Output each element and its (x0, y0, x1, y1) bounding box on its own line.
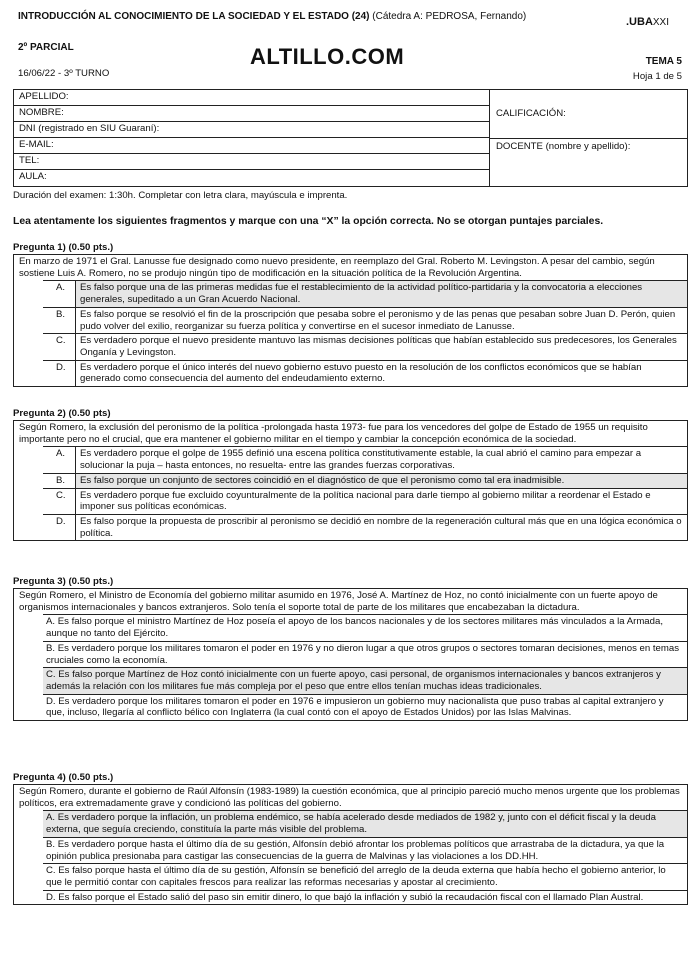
field-tel[interactable]: TEL: (14, 154, 489, 170)
field-apellido[interactable]: APELLIDO: (14, 90, 489, 106)
field-email[interactable]: E-MAIL: (14, 138, 489, 154)
option-letter: B. (43, 474, 76, 488)
question-2-option-a[interactable] (43, 447, 687, 473)
option-text: Es falso porque un conjunto de sectores coincidió en el diagnóstico de que el peronismo como tal era inadmisible. (76, 474, 687, 488)
question-1-options (43, 280, 687, 386)
question-4-option-b[interactable] (43, 838, 687, 864)
option-text: B. Es verdadero porque los militares tomaron el poder en 1976 y no dieron lugar a que otros grupos o sectores tomaran decisiones, menos en temas cruciales como la economía. (46, 642, 680, 666)
brand-watermark: ALTILLO.COM (250, 44, 405, 69)
field-docente[interactable]: DOCENTE (nombre y apellido): (496, 141, 631, 152)
option-text: Es falso porque se resolvió el fin de la proscripción que pesaba sobre el peronismo y de las penas que pesaban sobre Juan D. Perón, quien pudo volver del exilio, reorganizar su fuerza política y convertirse en el sucesor inmediato de Lanusse. (80, 308, 676, 332)
duration-note: Duración del examen: 1:30h. Completar con letra clara, mayúscula e imprenta. (13, 190, 348, 201)
option-text: Es falso porque la propuesta de proscribir al peronismo se decidió en nombre de la regeneración cultural más que en una lógica económica o política. (80, 515, 682, 539)
option-text: C. Es falso porque Martínez de Hoz contó inicialmente con un fuerte apoyo, casi personal, de organismos internacionales y bancos extranjeros y además la relación con los militares fue más compleja por el peso que entre ellos tenían muchas ideas tradicionales. (43, 668, 687, 693)
question-2 (13, 420, 688, 541)
question-3-option-a[interactable] (43, 615, 687, 641)
option-letter: D. (43, 515, 76, 540)
field-nombre[interactable]: NOMBRE: (14, 106, 489, 122)
option-letter: A. (43, 447, 76, 472)
question-1-option-c[interactable] (43, 334, 687, 360)
option-letter: C. (43, 489, 76, 514)
question-2-option-c[interactable] (43, 489, 687, 515)
question-4 (13, 784, 688, 905)
option-letter: A. (43, 281, 76, 306)
exam-title-rest: (Cátedra A: PEDROSA, Fernando) (369, 11, 527, 22)
option-text: Es verdadero porque el golpe de 1955 definió una escena política constitutivamente estable, la cual abrió el camino para empezar a solucionar la puja – hasta entonces, no resuelta- entre las grandes fuerzas corporativas. (80, 448, 642, 472)
question-3-option-c[interactable] (43, 668, 687, 694)
question-4-option-c[interactable] (43, 864, 687, 890)
field-dni[interactable]: DNI (registrado en SIU Guaraní): (14, 122, 489, 138)
question-2-stem: Según Romero, la exclusión del peronismo de la política -prolongada hasta 1973- fue para los vencedores del golpe de Estado de 1955 un requisito importante pero no el crucial, que era mantener el gobierno militar en el tiempo y cambiar la concepción económica de la sociedad. (19, 422, 648, 445)
instructions: Lea atentamente los siguientes fragmentos y marque con una “X” la opción correcta. No se otorgan puntajes parciales. (13, 216, 604, 227)
exam-title-bold: INTRODUCCIÓN AL CONOCIMIENTO DE LA SOCIEDAD Y EL ESTADO (24) (18, 11, 370, 22)
exam-title (18, 10, 578, 23)
option-text: Es verdadero porque fue excluido coyunturalmente de la política nacional para darle tiempo al gobierno militar a reordenar el Estado e imponer sus políticas económicas. (80, 489, 651, 513)
question-2-options (43, 446, 687, 540)
question-2-option-b[interactable] (43, 474, 687, 489)
question-2-option-d[interactable] (43, 515, 687, 540)
option-letter: B. (43, 308, 76, 333)
option-text: B. Es verdadero porque hasta el último día de su gestión, Alfonsín debió afrontar los problemas políticos que arrastraba de la dictadura, ya que la opinión publica presionaba para castigar las consecuencias de la guerra de Malvinas y las violaciones a los DD.HH. (46, 838, 665, 862)
option-text: A. Es verdadero porque la inflación, un problema endémico, se había acelerado desde mediados de 1982 y, junto con el déficit fiscal y la deuda externa, que seguía creciendo, constituía la parte más visible del problema. (43, 811, 687, 836)
question-1-stem: En marzo de 1971 el Gral. Lanusse fue designado como nuevo presidente, en reemplazo del Gral. Roberto M. Levingston. A pesar del cambio, según sostiene Luis A. Romero, no se produjo ningún tipo de modificación en la situación política de la Revolución Argentina. (19, 256, 655, 279)
question-3-heading: Pregunta 3) (0.50 pts.) (13, 576, 114, 587)
option-text: Es falso porque una de las primeras medidas fue el restablecimiento de la actividad político-partidaria y la convocatoria a elecciones generales, supeditado a un Gran Acuerdo Nacional. (76, 281, 687, 306)
option-letter: C. (43, 334, 76, 359)
field-aula[interactable]: AULA: (19, 171, 47, 182)
option-text: D. Es verdadero porque los militares tomaron el poder en 1976 e impusieron un gobierno muy nacionalista que puso trabas al capital extranjero y que, incluso, llegaría al conflicto bélico con Inglaterra (la cual contó con el apoyo de Estados Unidos) por las Islas Malvinas. (46, 695, 664, 719)
uba-logo-text: .UBA (626, 16, 653, 28)
page-counter: Hoja 1 de 5 (632, 71, 682, 82)
option-text: D. Es falso porque el Estado salió del paso sin emitir dinero, lo que bajó la inflación y subió la recaudación fiscal con el llamado Plan Austral. (46, 891, 644, 903)
question-4-option-d[interactable] (43, 891, 687, 905)
option-text: A. Es falso porque el ministro Martínez de Hoz poseía el apoyo de los bancos nacionales y de los sectores militares más vinculados a la Armada, aunque no tanto del Ejército. (46, 616, 663, 640)
question-3-stem: Según Romero, el Ministro de Economía del gobierno militar asumido en 1976, José A. Martínez de Hoz, no contó inicialmente con un fuerte apoyo de organismos internacionales y bancos extranjeros. Solo tenía el soporte total de parte de los militares que encabezaban la dictadura. (19, 590, 658, 613)
question-3-option-d[interactable] (43, 695, 687, 720)
question-1 (13, 254, 688, 387)
question-4-stem: Según Romero, durante el gobierno de Raúl Alfonsín (1983-1989) la cuestión económica, que al principio pareció mucho menos urgente que los problemas políticos, era extremadamente grave y condicionó las políticas del gobierno. (19, 786, 680, 809)
question-1-option-b[interactable] (43, 308, 687, 334)
option-text: Es verdadero porque el único interés del nuevo gobierno estuvo puesto en la resolución de los conflictos económicos que se habían generado como consecuencia del aumento del endeudamiento externo. (80, 361, 642, 385)
question-3 (13, 588, 688, 721)
exam-date: 16/06/22 - 3º TURNO (18, 68, 110, 79)
exam-parcial: 2º PARCIAL (18, 42, 74, 53)
question-4-heading: Pregunta 4) (0.50 pts.) (13, 772, 114, 783)
option-text: Es verdadero porque el nuevo presidente mantuvo las mismas decisiones políticas que habían establecido sus predecesores, los Generales Onganía y Levingston. (80, 335, 677, 358)
option-letter: D. (43, 361, 76, 386)
question-1-heading: Pregunta 1) (0.50 pts.) (13, 242, 114, 253)
question-1-option-a[interactable] (43, 281, 687, 307)
question-4-option-a[interactable] (43, 811, 687, 837)
uba-logo-suffix: XXI (652, 17, 670, 28)
question-2-heading: Pregunta 2) (0.50 pts) (13, 408, 111, 419)
question-1-option-d[interactable] (43, 361, 687, 386)
divider (490, 138, 687, 139)
question-4-options (43, 810, 687, 904)
question-3-options (43, 614, 687, 720)
question-3-option-b[interactable] (43, 642, 687, 668)
tema-label: TEMA 5 (645, 56, 682, 67)
uba-logo (626, 16, 669, 29)
field-calificacion[interactable]: CALIFICACIÓN: (496, 108, 566, 119)
option-text: C. Es falso porque hasta el último día de su gestión, Alfonsín se benefició del arreglo de la deuda externa que había hecho el gobierno anterior, lo que le permitió contar con capitales frescos para realizar las reformas necesarias y apostar al crecimiento. (46, 865, 666, 888)
student-fields (14, 90, 490, 186)
student-info-table (13, 89, 688, 187)
